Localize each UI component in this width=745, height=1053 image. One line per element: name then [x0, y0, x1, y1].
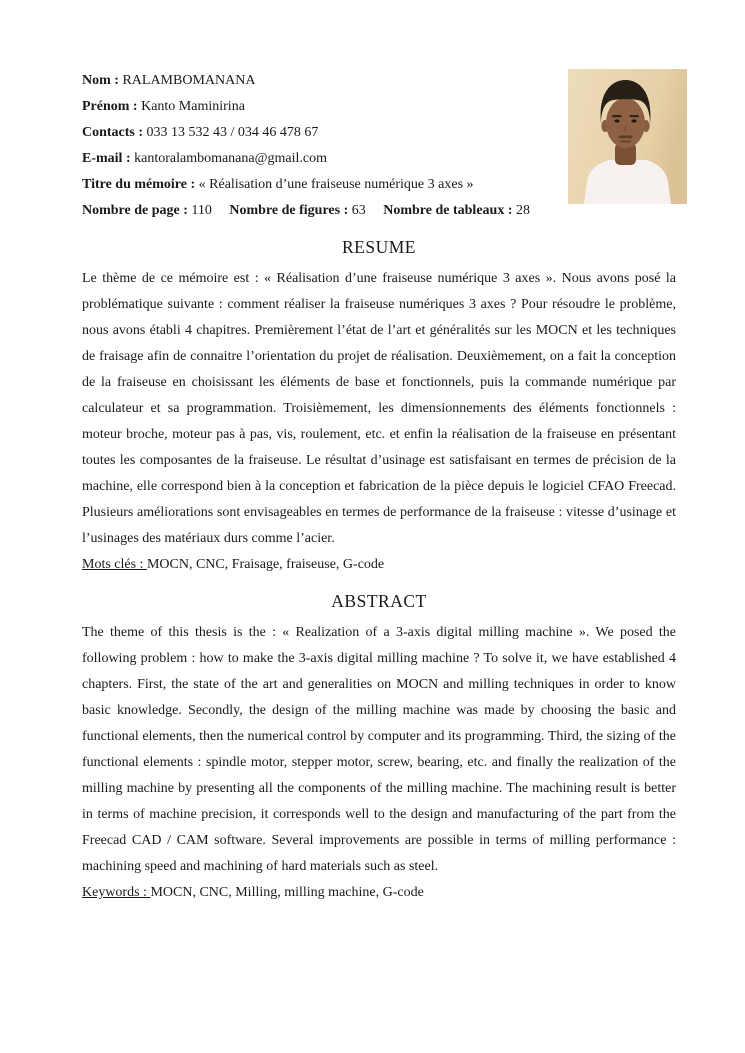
field-titre-value: « Réalisation d’une fraiseuse numérique 3 axes »	[198, 177, 474, 192]
count-tableaux-label: Nombre de tableaux :	[383, 203, 513, 218]
abstract-keywords-label: Keywords :	[82, 885, 147, 900]
field-nom-label: Nom :	[82, 73, 119, 88]
field-prenom-label: Prénom :	[82, 99, 138, 114]
count-figures-value: 63	[351, 203, 366, 218]
portrait-photo	[568, 69, 687, 204]
field-email-value: kantoralambomanana@gmail.com	[134, 151, 327, 166]
resume-keywords-value: MOCN, CNC, Fraisage, fraiseuse, G-code	[146, 557, 385, 572]
author-info-block	[82, 68, 676, 224]
resume-body: Le thème de ce mémoire est : « Réalisation d’une fraiseuse numérique 3 axes ». Nous avons posé la problématique suivante : comment réaliser la fraiseuse numériques 3 axes ? Pour résoudre le problème, nous avons établi 4 chapitres. Premièrement l’état de l’art et généralités sur les MOCN et les techniques de fraisage afin de connaitre l’orientation du projet de réalisation. Deuxièmement, on a fait la conception de la fraiseuse en choisissant les éléments de base et fonctionnels, puis la commande numérique par calculateur et sa programmation. Troisièmement, les dimensionnements des éléments fonctionnels : moteur broche, moteur pas à pas, vis, roulement, etc. et enfin la réalisation de la fraiseuse en présentant toutes les composantes de la fraiseuse. Le résultat d’usinage est satisfaisant en termes de précision de la machine, elle correspond bien à la conception et fabrication de la pièce depuis le logiciel CFAO Freecad. Plusieurs améliorations sont envisageables en termes de performance de la fraiseuse : vitesse d’usinage et l’usinages des matériaux durs comme l’acier.	[82, 271, 676, 546]
resume-title: RESUME	[342, 237, 416, 257]
field-prenom-value: Kanto Maminirina	[141, 99, 245, 114]
field-email-label: E-mail :	[82, 151, 131, 166]
abstract-body: The theme of this thesis is the : « Realization of a 3-axis digital milling machine ». We posed the following problem : how to make the 3-axis digital milling machine ? To solve it, we have established 4 chapters. First, the state of the art and generalities on MOCN and milling techniques in order to know basic knowledge. Secondly, the design of the milling machine was made by choosing the basic and functional elements, then the numerical control by computer and its programming. Third, the sizing of the functional elements : spindle motor, stepper motor, screw, bearing, etc. and finally the realization of the milling machine by presenting all the components of the milling machine. The machining result is better in terms of machine precision, it corresponds well to the design and manufacturing of the part from the Freecad CAD / CAM software. Several improvements are possible in terms of milling performance : machining speed and machining of hard materials such as steel.	[82, 625, 676, 874]
abstract-keywords-value: MOCN, CNC, Milling, milling machine, G-code	[150, 885, 424, 900]
resume-keywords-label: Mots clés :	[82, 557, 144, 572]
abstract-keywords-line	[82, 880, 676, 906]
count-tableaux	[383, 203, 530, 218]
count-figures-label: Nombre de figures :	[229, 203, 349, 218]
field-contacts-label: Contacts :	[82, 125, 144, 140]
count-figures	[229, 203, 365, 218]
abstract-title: ABSTRACT	[331, 591, 427, 611]
field-contacts-value: 033 13 532 43 / 034 46 478 67	[146, 125, 319, 140]
count-pages-label: Nombre de page :	[82, 203, 188, 218]
count-pages	[82, 203, 212, 218]
field-titre-label: Titre du mémoire :	[82, 177, 196, 192]
field-nom-value: RALAMBOMANANA	[122, 73, 256, 88]
count-tableaux-value: 28	[515, 203, 530, 218]
count-pages-value: 110	[191, 203, 212, 218]
resume-keywords-line	[82, 552, 676, 578]
